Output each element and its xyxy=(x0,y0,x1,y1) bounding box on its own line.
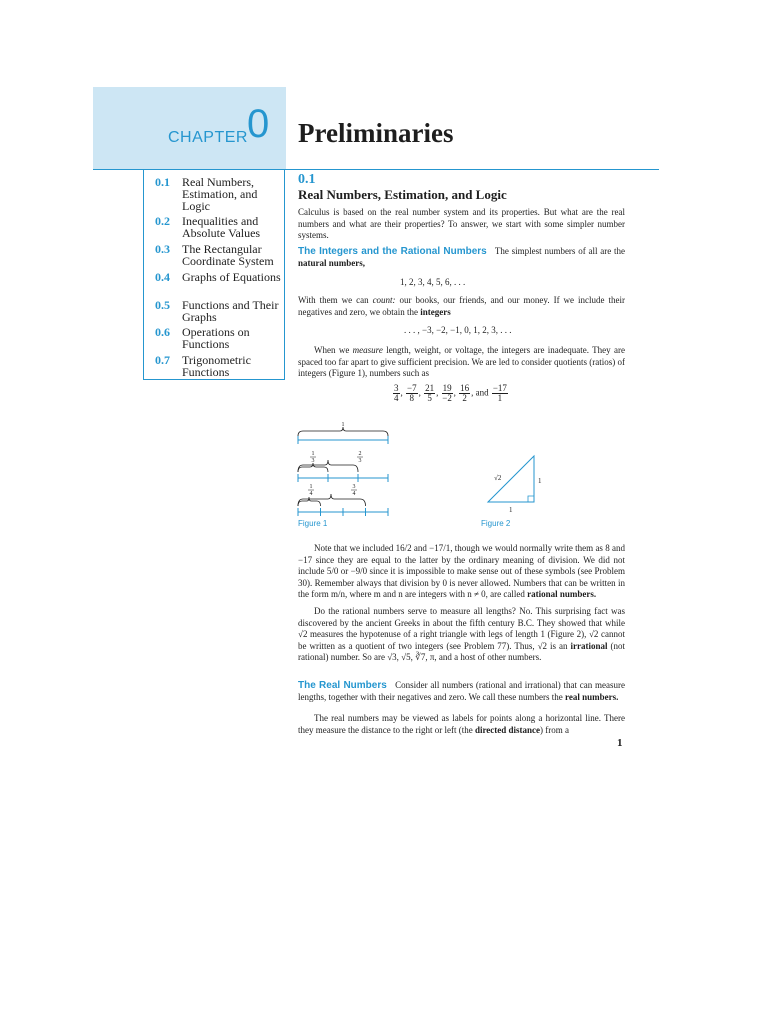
toc-num: 0.6 xyxy=(155,325,170,339)
toc-label: The Rectangular Coordinate System xyxy=(182,242,274,268)
quotient-list: $\frac{3}{4}$ , $\frac{-7}{8}$ , $\frac{21}{5}$ , $\frac{19}{-2}$ , $\frac{16}{2}$ , and $\frac{-17}{1}$ xyxy=(394,383,507,403)
toc-num: 0.5 xyxy=(155,298,170,312)
measure-word: measure xyxy=(352,345,383,355)
toc-label: Trigonometric Functions xyxy=(182,353,251,379)
integers-paragraph xyxy=(298,246,625,269)
quarter-den: 4 xyxy=(309,491,313,497)
rational-numbers-term: rational numbers. xyxy=(527,589,597,599)
number-line-paragraph xyxy=(298,713,625,736)
toc-num: 0.4 xyxy=(155,270,170,284)
toc-label: Functions and Their Graphs xyxy=(182,298,279,324)
toc-num: 0.3 xyxy=(155,242,170,256)
bottom-leg-label: 1 xyxy=(509,506,513,514)
three-quarters-den: 4 xyxy=(352,491,356,497)
measure-paragraph xyxy=(298,345,625,380)
page-title: Preliminaries xyxy=(298,118,454,148)
and-word: and xyxy=(475,387,489,398)
two-thirds-den: 3 xyxy=(358,458,362,464)
fraction: $\frac{3}{4}$ xyxy=(394,383,399,403)
side-leg-label: 1 xyxy=(538,477,542,485)
integers-term: integers xyxy=(420,306,451,317)
toc-num: 0.7 xyxy=(155,353,170,367)
fraction: $\frac{19}{-2}$ xyxy=(442,383,452,403)
toc-label: Inequalities and Absolute Values xyxy=(182,214,261,240)
count-text: With them we can xyxy=(298,295,369,305)
section-title: Real Numbers, Estimation, and Logic xyxy=(298,187,507,202)
real-numbers-term: real numbers. xyxy=(565,691,619,702)
real-numbers-heading: The Real Numbers xyxy=(298,680,387,691)
measure-text-2: length, weight, or voltage, the integers are inadequate. They are spaced too far apart to give sufficient precision. We are led to consider quotients (ratios) of integers (Figure 1), numbers such as xyxy=(298,345,626,378)
count-paragraph xyxy=(298,295,625,318)
count-text-2: our books, our friends, and our money. If we include their negatives and zero, we obtain the xyxy=(298,295,625,317)
note-text: Note that we included 16/2 and −17/1, though we would normally write them as 8 and −17 since they are equal to the latter by the ordinary meaning of division. We did not include 5/0 or −9/0 since it is impossible to make sense out of these symbols (see Problem 30). Remember always that division by 0 is never allowed. Numbers that can be written in the form m/n, where m and n are integers with n ≠ 0, are called xyxy=(298,543,625,599)
integers-text: The simplest numbers of all are the xyxy=(494,246,625,256)
chapter-number: 0 xyxy=(247,102,270,146)
real-text: Consider all numbers (rational and irrational) that can measure lengths, together with their negatives and zero. We call these numbers the xyxy=(298,680,626,702)
figure-1-number-bars xyxy=(290,418,400,518)
figure-1-label: Figure 1 xyxy=(298,519,328,528)
greeks-text-2: (not rational) number. So are √3, √5, ∛7, π, and a host of other numbers. xyxy=(298,640,626,662)
intro-paragraph: Calculus is based on the real number system and its properties. But what are the real numbers and what are their properties? To answer, we start with some simpler number systems. xyxy=(298,207,625,240)
natural-numbers-list: 1, 2, 3, 4, 5, 6, . . . xyxy=(400,277,466,287)
third-num: 1 xyxy=(311,451,315,457)
section-number: 0.1 xyxy=(298,172,316,187)
integers-list: . . . , −3, −2, −1, 0, 1, 2, 3, . . . xyxy=(404,325,512,335)
line-text: The real numbers may be viewed as labels for points along a horizontal line. There they measure the distance to the right or left (the xyxy=(298,713,625,735)
irrational-term: irrational xyxy=(570,640,608,651)
whole-label: 1 xyxy=(341,422,345,428)
two-thirds-num: 2 xyxy=(358,451,362,457)
toc-num: 0.1 xyxy=(155,175,170,189)
toc-label: Graphs of Equations xyxy=(182,270,281,284)
real-numbers-paragraph xyxy=(298,680,625,703)
fraction: $\frac{-7}{8}$ xyxy=(407,383,417,403)
fraction: $\frac{-17}{1}$ xyxy=(492,383,507,403)
figure-2-right-triangle xyxy=(478,450,548,520)
note-paragraph xyxy=(298,543,625,601)
integers-heading: The Integers and the Rational Numbers xyxy=(298,246,487,257)
measure-text: When we xyxy=(314,345,350,355)
directed-distance-term: directed distance xyxy=(474,724,541,735)
hypotenuse-label: √2 xyxy=(494,474,502,482)
chapter-contents xyxy=(143,169,285,380)
greeks-text: Do the rational numbers serve to measure all lengths? No. This surprising fact was discovered by the ancient Greeks in about the fifth century B.C. They showed that while √2 measures the hypotenuse of a right triangle with legs of length 1 (Figure 2), √2 cannot be written as a quotient of two integers (see Problem 77). Thus, √2 is an xyxy=(298,606,625,651)
third-den: 3 xyxy=(311,458,315,464)
toc-label: Operations on Functions xyxy=(182,325,250,351)
toc-label: Real Numbers, Estimation, and Logic xyxy=(182,175,258,213)
three-quarters-num: 3 xyxy=(352,484,356,490)
page-number: 1 xyxy=(617,737,623,749)
chapter-word: CHAPTER xyxy=(168,129,248,146)
fraction: $\frac{21}{5}$ xyxy=(425,383,435,403)
toc-num: 0.2 xyxy=(155,214,170,228)
fraction: $\frac{16}{2}$ xyxy=(460,383,470,403)
line-text-2: ) from a xyxy=(540,724,570,735)
figure-2-label: Figure 2 xyxy=(481,519,511,528)
greeks-paragraph xyxy=(298,606,625,664)
quarter-num: 1 xyxy=(309,484,313,490)
count-word: count: xyxy=(372,295,396,305)
natural-numbers-term: natural numbers, xyxy=(298,257,366,268)
